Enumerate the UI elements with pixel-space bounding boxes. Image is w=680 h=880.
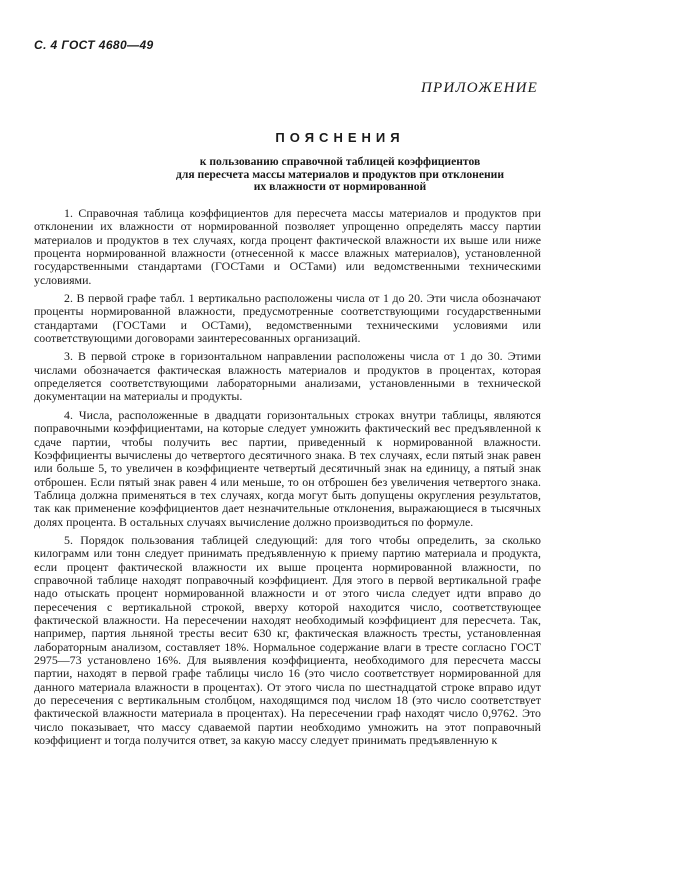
- page-subtitle: [90, 156, 590, 194]
- paragraph-3: 3. В первой строке в горизонтальном направлении расположены числа от 1 до 30. Этими числами обозначается фактическая влажность материалов и продуктов в процентах, которая определяется соответствующими лабораторными анализами, установленными в технической документации на материалы и продукты.: [34, 349, 541, 404]
- subtitle-line-3: их влажности от нормированной: [253, 180, 427, 194]
- page-header: С. 4 ГОСТ 4680—49: [34, 38, 154, 52]
- paragraph-1: 1. Справочная таблица коэффициентов для пересчета массы материалов и продуктов при отклонении их влажности от нормированной позволяет упрощенно определять массу партии материалов и продуктов в тех случаях, когда процент фактической влажности их выше или ниже процента нормированной влажности (отнесенной к массе влажных материалов), установленной государственными стандартами (ГОСТами и ОСТами) или ведомственными техническими условиями.: [34, 206, 541, 287]
- paragraph-5: 5. Порядок пользования таблицей следующий: для того чтобы определить, за сколько килограмм или тонн следует принимать предъявленную к приему партию материала и продукта, если процент фактической влажности их выше процента нормированной влажности, по справочной таблице находят поправочный коэффициент. Для этого в первой вертикальной графе надо отыскать процент нормированной влажности и от этого числа следует идти вправо до пересечения с вертикальной строкой, вверху которой находится число, соответствующее фактической влажности. На пересечении находят необходимый коэффициент для пересчета. Так, например, партия льняной тресты весит 630 кг, фактическая влажность тресты, установленная лабораторным анализом, составляет 18%. Нормальное содержание влаги в тресте согласно ГОСТ 2975—73 установлено 16%. Для выявления коэффициента, необходимого для пересчета массы партии, находят в первой графе таблицы число 16 (это число соответствует нормированной для данного материала влажности в процентах). От этого числа по шестнадцатой строке вправо идут до пересечения с вертикальным столбцом, находящимся под числом 18 (это число соответствует фактической влажности материала в процентах). На пересечении граф находят число 0,9762. Это число показывает, что массу сдаваемой партии необходимо умножить на этот поправочный коэффициент и тогда получится ответ, за какую массу следует принимать предъявленную к: [34, 532, 541, 748]
- paragraph-2: 2. В первой графе табл. 1 вертикально расположены числа от 1 до 20. Эти числа обозначают проценты нормированной влажности, предусмотренные соответствующими государственными стандартами (ГОСТами и ОСТами), ведомственными техническими условиями или соответствующими договорами заинтересованных организаций.: [34, 291, 541, 346]
- page-title: ПОЯСНЕНИЯ: [275, 130, 405, 145]
- paragraph-4: 4. Числа, расположенные в двадцати горизонтальных строках внутри таблицы, являются поправочными коэффициентами, на которые следует умножить фактический вес предъявленной к сдаче партии, чтобы получить вес партии, приведенный к нормированной влажности. Коэффициенты вычислены до четвертого десятичного знака. В тех случаях, если пятый знак равен или больше 5, то увеличен в коэффициенте четвертый десятичный знак на единицу, а пятый знак отброшен. Если пятый знак равен 4 или меньше, то он отброшен без увеличения четвертого знака. Таблица должна применяться в тех случаях, когда могут быть допущены округления результатов, так как применение коэффициентов дает незначительные отклонения, выражающиеся в тысячных долях процента. В остальных случаях вычисление должно производиться по формуле.: [34, 407, 541, 529]
- body-text: [34, 207, 541, 752]
- subtitle-line-1: к пользованию справочной таблицей коэффициентов: [199, 155, 481, 168]
- appendix-label: ПРИЛОЖЕНИЕ: [421, 80, 538, 96]
- subtitle-line-2: для пересчета массы материалов и продуктов при отклонении: [175, 167, 505, 181]
